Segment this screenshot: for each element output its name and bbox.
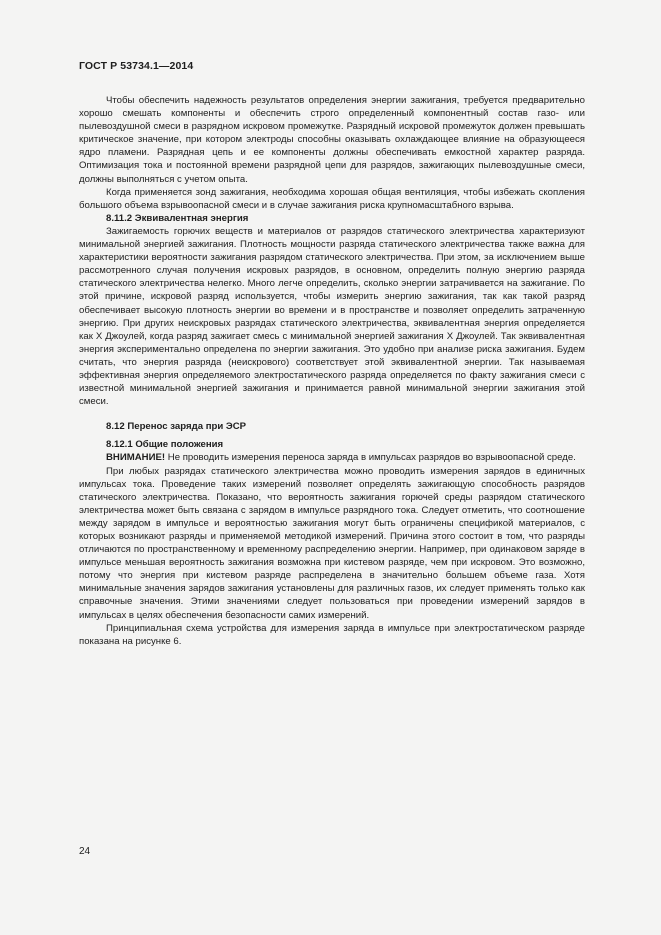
document-header: ГОСТ Р 53734.1—2014: [79, 60, 194, 72]
paragraph-mixing: Чтобы обеспечить надежность результатов определения энергии зажигания, требуется предварительно хорошо смешать компоненты и обеспечить строго определенный компонентный состав газо- или пылевоздушной смеси в разрядном искровом промежутке. Разрядный искровой промежуток должен превышать критическое значение, при котором электроды способны оказывать охлаждающее влияние на образующееся ядро пламени. Разрядная цепь и ее компоненты должны обеспечивать емкостной характер разряда. Оптимизация тока и постоянной времени разрядной цепи для разрядов, зажигающих пылевоздушные смеси, должны выполняться с учетом опыта.: [79, 95, 585, 185]
warning-text: Не проводить измерения переноса заряда в импульсах разрядов во взрывоопасной среде.: [165, 452, 576, 464]
section-heading-8-12-1: 8.12.1 Общие положения: [106, 439, 224, 451]
page-body: [79, 94, 585, 648]
section-heading-8-12: 8.12 Перенос заряда при ЭСР: [106, 421, 247, 433]
paragraph-figure-reference: Принципиальная схема устройства для измерения заряда в импульсе при электростатическом разряде показана на рисунке 6.: [79, 622, 585, 647]
warning-label: ВНИМАНИЕ!: [106, 452, 166, 464]
page-number: 24: [79, 846, 91, 857]
section-heading-8-11-2: 8.11.2 Эквивалентная энергия: [106, 212, 249, 224]
paragraph-ventilation: Когда применяется зонд зажигания, необходима хорошая общая вентиляция, чтобы избежать скопления большого объема взрывоопасной смеси и в случае зажигания риска крупномасштабного взрыва.: [79, 186, 585, 211]
warning-paragraph: [79, 451, 585, 464]
paragraph-equivalent-energy: Зажигаемость горючих веществ и материалов от разрядов статического электричества характеризуют минимальной энергией зажигания. Плотность мощности разряда статического электричества также важна для характеристики вероятности зажигания разрядом статического электричества. При этом, за исключением выше рассмотренного случая получения искровых разрядов, в основном, определить полную энергию разряда статического электричества нелегко. Много легче определить, сколько энергии затрачивается на зажигание. По этой причине, искровой разряд используется, чтобы измерить энергию зажигания, так как такой разряд обеспечивает высокую плотность энергии во времени и в пространстве и позволяет определить затраченную энергию. При других неискровых разрядах статического электричества, эквивалентная энергия определяется как Х Джоулей, когда разряд зажигает смесь с минимальной энергией зажигания Х Джоулей. Так эквивалентная энергия экспериментально определена по энергии зажигания. Это удобно при анализе риска зажигания. Будем считать, что энергия разряда (неискрового) соответствует этой эквивалентной энергии. Так называемая эффективная энергия определяемого электростатического разряда определяется по факту зажигания смеси с известной минимальной энергией зажигания и принимается равной минимальной энергии зажигания этой смеси.: [79, 225, 585, 408]
paragraph-charge-measurement: При любых разрядах статического электричества можно проводить измерения зарядов в единичных импульсах тока. Проведение таких измерений позволяет определять зажигающую способность разрядов статического электричества. Показано, что вероятность зажигания горючей среды разрядом статического электричества может быть связана с зарядом в импульсе разрядного тока. Следует отметить, что соотношение между зарядом в импульсе и вероятностью зажигания могут быть ограничены спецификой материалов, с которых возникают разряды и применяемой методикой измерений. Причина этого состоит в том, что разряды отличаются по пространственному и временному распределению энергии. Например, при одинаковом заряде в импульсе меньшая вероятность зажигания возможна при кистевом разряде, чем при искровом. Это возможно, потому что энергия при кистевом разряде распределена в значительно большем объеме газа. Хотя минимальные значения зарядов зажигания установлены для различных газов, их следует применять только как справочные значения. Этими значениями следует пользоваться при проведении измерений зарядов в импульсах в целях обеспечения безопасности самих измерений.: [79, 465, 585, 621]
